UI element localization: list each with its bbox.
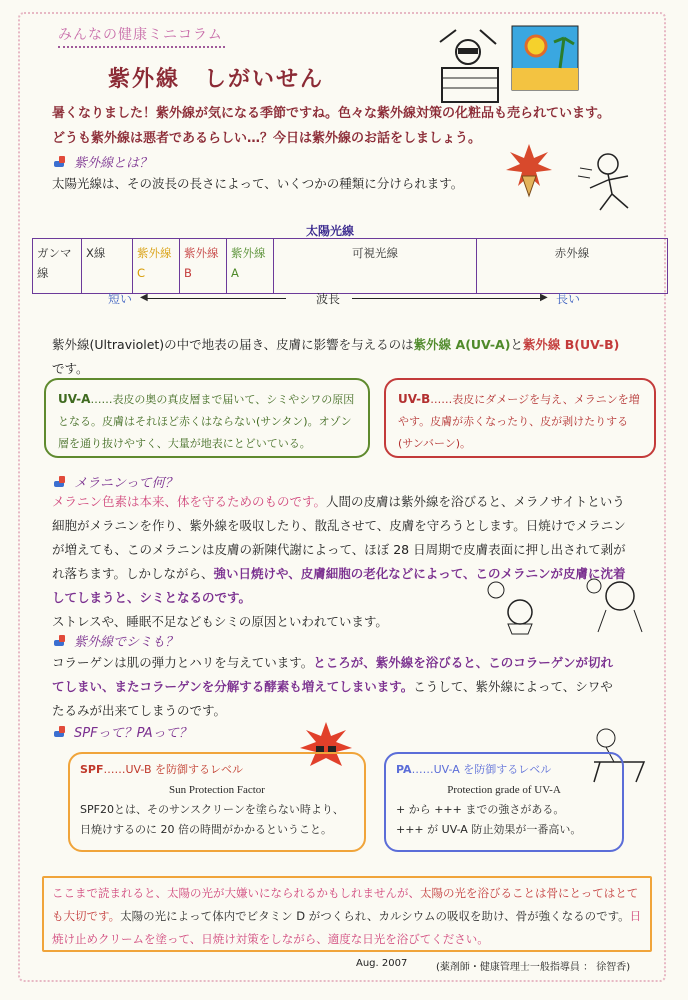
spf-heading xyxy=(80,760,354,780)
pa-heading xyxy=(396,760,612,780)
pa-line-1: + から +++ までの強さがある。 xyxy=(396,803,565,816)
uv-intro-line-2: です。 xyxy=(52,361,89,376)
pa-english: Protection grade of UV-A xyxy=(447,784,561,796)
uva-box xyxy=(44,378,370,458)
summary-box: ここまで読まれると、太陽の光が大嫌いになられるかもしれませんが、太陽の光を浴びることは骨にとってはとても大切です。太陽の光によって体内でビタミン D がつくられ、カルシウムの吸収を助け、骨が強くなるのです。日焼け止めクリームを塗って、日焼け対策をしながら、適度な日光を浴びてください。 xyxy=(42,876,652,952)
footer-date: Aug. 2007 xyxy=(356,958,408,969)
spectrum-cell-uva: 紫外線A xyxy=(227,239,274,294)
section-heading-melanin: メラニンって何？ xyxy=(54,472,178,491)
pa-box xyxy=(384,752,624,852)
axis-line-right xyxy=(352,298,542,299)
uva-text: ……表皮の奥の真皮層まで届いて、シミやシワの原因となる。皮膚はそれほど赤くはならない(サンタン)。オゾン層を通り抜けやすく、大量が地表にとどいている。 xyxy=(58,393,355,450)
spf-desc: ……UV-B を防御するレベル xyxy=(103,763,244,776)
uv-intro-line-1: 紫外線(Ultraviolet)の中で地表の届き、皮膚に影響を与えるのは紫外線 A(UV-A)と紫外線 B(UV-B) xyxy=(52,337,620,352)
pa-line-2: +++ が UV-A 防止効果が一番高い。 xyxy=(396,823,582,836)
pa-desc: ……UV-A を防御するレベル xyxy=(411,763,552,776)
beach-sun-illustration xyxy=(510,24,580,92)
wavelength-axis xyxy=(104,290,584,308)
bullet-icon xyxy=(54,476,68,488)
intro-line-1: 暑くなりました！紫外線が気になる季節ですね。色々な紫外線対策の化粧品も売られています。 xyxy=(52,106,610,121)
section-heading-uv: 紫外線とは？ xyxy=(54,152,152,171)
pa-label: PA xyxy=(396,763,412,776)
uva-label: UV-A xyxy=(58,392,91,406)
spf-label: SPF xyxy=(80,763,104,776)
left-arrow-icon: ◀ xyxy=(140,292,148,303)
spectrum-cell-visible: 可視光線 xyxy=(274,239,477,294)
footer-author: (薬剤師・健康管理士一般指導員 ： 徐智香) xyxy=(436,962,631,973)
spectrum-cell-gamma: ガンマ線 xyxy=(33,239,82,294)
bullet-icon xyxy=(54,635,68,647)
section-melanin-text: メラニン色素は本来、体を守るためのものです。人間の皮膚は紫外線を浴びると、メラノサイトという細胞がメラニンを作り、紫外線を吸収したり、散乱させて、皮膚を守ろうとします。日焼けでメラニンが増えても、このメラニンは皮膚の新陳代謝によって、ほぼ 28 日周期で皮膚表面に押し出されて剥がれ落ちます。しかしながら、強い日焼けや、皮膚細胞の老化などによって、このメラニンが皮膚に沈着してしまうと、シミとなるのです。 ストレスや、睡眠不足などもシミの原因といわれています。 xyxy=(52,494,626,629)
spf-line-1: SPF20とは、そのサンスクリーンを塗らない時より、 xyxy=(80,803,344,816)
spf-line-2: 日焼けするのに 20 倍の時間がかかるということ。 xyxy=(80,823,332,836)
sun-icecream-icon xyxy=(504,142,554,198)
spectrum-cell-xray: X線 xyxy=(82,239,133,294)
series-title: みんなの健康ミニコラム xyxy=(58,24,225,48)
page-title: 紫外線 しがいせん xyxy=(108,67,325,92)
bullet-icon xyxy=(54,156,68,168)
uvb-label: UV-B xyxy=(398,392,431,406)
spectrum-cell-uvc: 紫外線C xyxy=(133,239,180,294)
sunbathing-person-illustration xyxy=(420,22,520,112)
spectrum-table xyxy=(32,238,668,294)
bullet-icon xyxy=(54,726,68,738)
intro-line-2: どうも紫外線は悪者であるらしい…？今日は紫外線のお話をしましょう。 xyxy=(52,131,482,146)
section-spots-text: コラーゲンは肌の弾力とハリを与えています。ところが、紫外線を浴びると、このコラーゲンが切れてしまい、またコラーゲンを分解する酵素も増えてしまいます。こうして、紫外線によって、シワやたるみが出来てしまうのです。 xyxy=(52,655,614,718)
uvb-text: ……表皮にダメージを与え、メラニンを増やす。皮膚が赤くなったり、皮が剥けたりする(サンバーン)。 xyxy=(398,393,640,450)
section-heading-spots: 紫外線でシミも？ xyxy=(54,631,178,650)
section-heading-spf-pa: SPFって？PAって？ xyxy=(54,722,192,741)
axis-line-left xyxy=(146,298,286,299)
wavelength-label: 波長 xyxy=(316,292,341,306)
spectrum-cell-uvb: 紫外線B xyxy=(180,239,227,294)
uvb-box xyxy=(384,378,656,458)
spectrum-row xyxy=(33,239,668,294)
spectrum-cell-infrared: 赤外線 xyxy=(477,239,668,294)
short-label: 短い xyxy=(108,292,133,306)
running-girl-illustration xyxy=(572,148,642,222)
girl-sunscreen-illustration xyxy=(584,574,646,636)
spf-english: Sun Protection Factor xyxy=(169,784,265,796)
right-arrow-icon: ▶ xyxy=(540,292,548,303)
spectrum-title: 太陽光線 xyxy=(306,224,355,238)
girl-in-sun-illustration xyxy=(482,578,542,636)
long-label: 長い xyxy=(556,292,581,306)
spf-box xyxy=(68,752,366,852)
section-uv-text: 太陽光線は、その波長の長さによって、いくつかの種類に分けられます。 xyxy=(52,176,464,191)
